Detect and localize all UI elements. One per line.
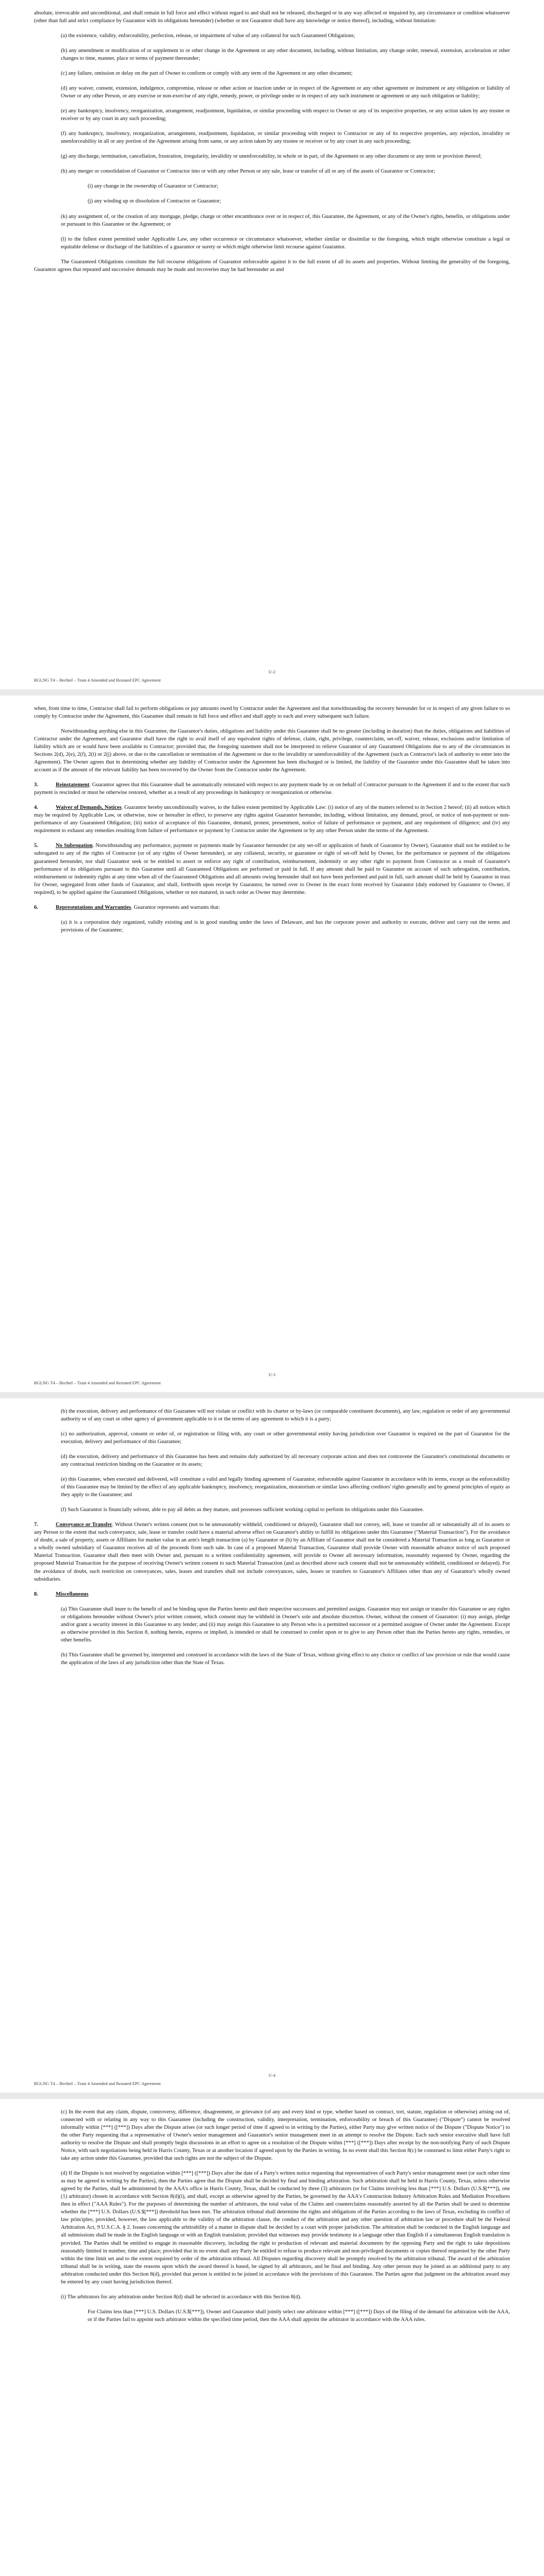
paragraph: [34, 1408, 510, 1423]
section-number: 5.: [34, 843, 38, 849]
section-number: 8.: [34, 1591, 38, 1597]
page-number: U-4: [268, 2072, 276, 2078]
paragraph: [34, 182, 510, 190]
paragraph-text: when, from time to time, Contractor shall fail to perform obligations or pay amounts owed by Contractor under the Agreement and that notwithstanding the recovery hereunder for or in respect of any given failure to so comply by Contractor under the Agreement, this Guarantee shall remain in full force and effect and shall apply to each and every subsequent such failure.: [34, 706, 510, 720]
document-page-3: [0, 1398, 544, 2093]
paragraph: [34, 1605, 510, 1644]
paragraph-text: (b) This Guarantee shall be governed by, interpreted and construed in accordance with the laws of the State of Texas, without giving effect to any choice or conflict of law provision or rule that would cause the application of the laws of any jurisdiction other than the State of Texas.: [61, 1652, 510, 1666]
paragraph-text: Notwithstanding anything else in this Guarantee, the Guarantor's duties, obligations and liability under this Guarantee shall be no greater (including in duration) than the duties, obligations and liabilities of Contractor under the Agreement, and Guarantor shall have the right to avail itself of any equivalent rights of defense, claim, right, privilege, counterclaim, set-off, waiver, release, exclusions and/or limitation of liability which are or would have been available to Contractor; provided that, the foregoing statement shall not be interpreted to relieve Guarantor of any Guaranteed Obligations due to any of the circumstances in Sections 2(d), 2(e), 2(f), 2(i) or 2(j) above, or due to the cancellation or termination of the Agreement or due to the invalidity or unenforceability of the Agreement (such as Contractor's lack of authority to enter into the Agreement). The Owner agrees that in determining whether any liability of Contractor under the Agreement has been discharged or is limited, the liability of the Guarantor under this Guarantee shall be taken into account as if the amount of the relevant liability has been recovered by the Owner from the Contractor under the Agreement.: [34, 728, 510, 773]
paragraph: [34, 1476, 510, 1499]
paragraph: [34, 213, 510, 228]
paragraph-text: (d) If the Dispute is not resolved by negotiation within [***] ([***]) Days after the date of a Party's written notice requesting that representatives of each Party's senior management meet (or such other time as may be agreed in writing by the Parties), then the Parties agree that the Dispute shall be decided by final and binding arbitration. Such arbitration shall be held in Harris County, Texas, unless otherwise agreed by the Parties, shall be administered by the AAA's office in Harris County, Texas, shall be conducted by three (3) arbitrators (or for Claims involving less than [***] U.S. Dollars (U.S.$[***]), one (1) arbitrator) chosen in accordance with Section 8(d)(i), and shall, except as otherwise agreed by the Parties, be governed by the AAA's Construction Industry Arbitration Rules and Mediation Procedures then in effect ("AAA Rules"). For the purposes of determining the number of arbitrators, the total value of the Claims and counterclaims reasonably asserted by all the Parties shall be used to determine whether the [***] U.S. Dollars (U.S.$[***]) threshold has been met. The arbitration tribunal shall determine the rights and obligations of the Parties according to the laws of Texas, excluding its conflict of law principles; provided, however, the law applicable to the validity of the arbitration clause, the conduct of the arbitration and any other question of arbitration law or procedure shall be the Federal Arbitration Act, 9 U.S.C.A. § 2. Issues concerning the arbitrability of a matter in dispute shall be decided by a court with proper jurisdiction. The arbitration shall be conducted in the English language and all submissions shall be made in the English language or with an English translation; provided that witnesses may provide testimony in a language other than English if a simultaneous English translation is provided. The Parties shall be entitled to engage in reasonable discovery, including the right to production of relevant and material documents by the opposing Party and the right to take depositions reasonably limited in number, time and place; provided that in no event shall any Party be entitled to refuse to produce relevant and non-privileged documents or copies thereof requested by the other Party within the time limit set and to the extent required by order of the arbitration tribunal. All Disputes regarding discovery shall be promptly resolved by the arbitration tribunal. The award of the arbitration tribunal shall be in writing, state the reasons upon which the award thereof is based, be signed by all arbitrators, and be final and binding. Any other person may be joined as an additional party to any arbitration conducted under this Section 8(d), provided that person is entitled to be joined in accordance with the provisions of this Guarantee. The Parties agree that judgment on the arbitration award may be entered by any court having jurisdiction thereof.: [61, 2171, 510, 2285]
paragraph-text: Guarantor agrees that this Guarantee shall be automatically reinstated with respect to any payment made by or on behalf of Contractor pursuant to the Agreement if and to the extent that such payment is rescinded or must be otherwise restored, whether as a result of any proceedings in bankruptcy or reorganization or otherwise.: [34, 782, 510, 796]
page-gap: [0, 2093, 544, 2099]
paragraph-text: (g) any discharge, termination, cancellation, frustration, irregularity, invalidity or unenforceability, in whole or in part, of the Agreement or any other document or any term or provision thereof;: [61, 154, 482, 160]
section-paragraph: 3. Reinstatement. Guarantor agrees that this Guarantee shall be automatically reinstated with respect to any payment made by or on behalf of Contractor pursuant to the Agreement if and to the extent that such payment is rescinded or must be otherwise restored, whether as a result of any proceedings in bankruptcy or reorganization or otherwise.: [34, 782, 510, 796]
section-title: Miscellaneous: [56, 1591, 89, 1597]
document-page-1: [0, 0, 544, 689]
paragraph-text: (e) any bankruptcy, insolvency, reorganization, arrangement, readjustment, liquidation, or similar proceeding with respect to Owner or any of its respective properties, or any action taken by any trustee or receiver or by any court in any such proceeding;: [61, 108, 510, 122]
paragraph-text: (c) In the event that any claim, dispute, controversy, difference, disagreement, or grievance (of any and every kind or type, whether based on contract, tort, statute, regulation or otherwise) arising out of, connected with or relating in any way to this Guarantee (including the construction, validity, interpretation, termination, enforceability or breach of this Guarantee) ("Dispute") cannot be resolved informally within [***] ([***]) Days after the Dispute arises (or such longer period of time if agreed to in writing by the Parties), either Party may give written notice of the Dispute ("Dispute Notice") to the other Party requesting that a representative of Owner's senior management and Guarantor's senior management meet in an attempt to resolve the Dispute. Each such senior executive shall have full authority to resolve the Dispute and shall promptly begin discussions in an effort to agree on a resolution of the Dispute within [***] ([***]) Days after receipt by the non-notifying Party of such Dispute Notice, with such negotiations being held in Harris County, Texas or at another location if agreed upon by the Parties in writing. In no event shall this Section 8(c) be construed to limit either Party's right to take any action under this Guarantee, provided that such rights are not the subject of the Dispute.: [61, 2109, 510, 2162]
section-paragraph: 4. Waiver of Demands, Notices. Guarantor hereby unconditionally waives, to the fullest extent permitted by Applicable Law: (i) notice of any of the matters referred to in Section 2 hereof; (ii) all notices which may be required by Applicable Law, or otherwise, now or hereafter in effect, to preserve any rights against Guarantor hereunder, including, without limitation, any demand, proof, or notice of non-payment or non-performance of any Guaranteed Obligation; (iii) notice of acceptance of this Guarantee, demand, protest, presentment, notice of failure of performance or payment, and any requirement of diligence; and (iv) any requirement to exhaust any remedies resulting from failure of performance or payment by Contractor under the Agreement or by any other Person under the terms of the Agreement.: [34, 805, 510, 834]
section-title: Representations and Warranties: [56, 904, 131, 910]
paragraph-text: The Guaranteed Obligations constitute the full recourse obligations of Guarantor enforceable against it to the full extent of all its assets and properties. Without limiting the generality of the foregoing, Guarantor agrees that repeated and successive demands may be made and recoveries may be had hereunder as and: [34, 259, 510, 273]
section-title: Waiver of Demands, Notices: [56, 805, 122, 811]
paragraph-text: (c) no authorization, approval, consent or order of, or registration or filing with, any court or other governmental entity having jurisdiction over Guarantor is required on the part of Guarantor for the execution, delivery and performance of this Guarantee;: [61, 1431, 510, 1445]
document-page-4: [0, 2099, 544, 2576]
paragraph: [34, 705, 510, 720]
paragraph-text: (d) the execution, delivery and performance of this Guarantee has been and remains duly authorized by all necessary corporate action and does not contravene the Guarantor's constitutional documents or any contractual restriction binding on the Guarantor or its assets;: [61, 1454, 510, 1468]
paragraph: [34, 2308, 510, 2324]
paragraph-text: (i) The arbitrators for any arbitration under Section 8(d) shall be selected in accordance with this Section 8(d).: [61, 2294, 302, 2300]
paragraph: [34, 1453, 510, 1468]
section-number: 4.: [34, 805, 38, 811]
paragraph-text: (k) any assignment of, or the creation of any mortgage, pledge, charge or other encumbrance over or in respect of, this Guarantee, the Agreement, or any of the Owner's rights, benefits, or obligations under or pursuant to this Guarantee or the Agreement; or: [61, 213, 510, 227]
paragraph: [34, 9, 510, 25]
paragraph: [34, 84, 510, 100]
paragraph: [34, 47, 510, 62]
paragraph-text: (i) any change in the ownership of Guarantor or Contractor;: [88, 183, 219, 190]
page-number: U-3: [268, 1371, 276, 1377]
section-title: Conveyance or Transfer: [56, 1522, 112, 1528]
section-title: Reinstatement: [56, 782, 90, 788]
section-paragraph: 7. Conveyance or Transfer. Without Owner's written consent (not to be unreasonably withheld, conditioned or delayed), Guarantor shall not convey, sell, lease or transfer all or substantially all of its assets to any Person to the extent that such conveyance, sale, lease or transfer could have a material adverse effect on Guarantor's ability to fulfill its obligations under this Guarantee ("Material Transaction"). For the avoidance of doubt, a sale of property, assets or Affiliates for market value in an arm's length transaction (a) by Guarantor or (b) by an Affiliate of Guarantor shall not be considered a Material Transaction as long as Guarantor or a wholly owned subsidiary of Guarantor receives all of the proceeds from such sale. In case of a proposed Material Transaction, Guarantor shall provide Owner with reasonable advance notice of such proposed Material Transaction. Guarantor shall then meet with Owner and, pursuant to a written confidentiality agreement, will provide to Owner all necessary information, reasonably requested by Owner, regarding the proposed Material Transaction for the purpose of receiving Owner's written consent to such Material Transaction (and as described above such consent shall not be unreasonably withheld, conditioned or delayed). For the avoidance of doubt, such restriction on conveyances, sales, leases and transfers shall not include conveyances, sales, leases or transfers to Guarantor's Affiliates other than any of Guarantor's wholly owned subsidiaries.: [34, 1522, 510, 1582]
paragraph-text: (a) the existence, validity, enforceability, perfection, release, or impairment of value of any collateral for such Guaranteed Obligations;: [61, 33, 355, 39]
paragraph: [34, 130, 510, 145]
paragraph: [34, 1506, 510, 1514]
paragraph-text: (f) Such Guarantor is financially solvent, able to pay all debts as they mature, and possesses sufficient working capital to perform its obligations under this Guarantee.: [61, 1507, 424, 1513]
paragraph-text: (a) This Guarantee shall inure to the benefit of and be binding upon the Parties hereto and their respective successors and permitted assigns. Guarantor may not assign or transfer this Guarantee or any rights or obligations hereunder without Owner's prior written consent, which consent may be withheld in Owner's sole and absolute discretion. Owner, without the consent of Guarantor: (i) may assign, pledge and/or grant a security interest in this Guarantee to any lender; and (ii) may assign this Guarantee to any Person who is a permitted successor or a permitted assignee of Owner under the Agreement. Except as otherwise provided in this Section 8, nothing herein, express or implied, is intended or shall be construed to confer upon or to give to any Person other than the Parties hereto any rights, remedies, or other benefits.: [61, 1606, 510, 1643]
paragraph-text: (b) the execution, delivery and performance of this Guarantee will not violate or conflict with its charter or by-laws (or comparable constituent documents), any law, regulation or order of any governmental authority or of any court or other agency of government applicable to it or the terms of any agreement to which it is a party;: [61, 1409, 510, 1422]
paragraph-text: Without Owner's written consent (not to be unreasonably withheld, conditioned or delayed), Guarantor shall not convey, sell, lease or transfer all or substantially all of its assets to any Person to the extent that such conveyance, sale, lease or transfer could have a material adverse effect on Guarantor's ability to fulfill its obligations under this Guarantee ("Material Transaction"). For the avoidance of doubt, a sale of property, assets or Affiliates for market value in an arm's length transaction (a) by Guarantor or (b) by an Affiliate of Guarantor shall not be considered a Material Transaction as long as Guarantor or a wholly owned subsidiary of Guarantor receives all of the proceeds from such sale. In case of a proposed Material Transaction, Guarantor shall provide Owner with reasonable advance notice of such proposed Material Transaction. Guarantor shall then meet with Owner and, pursuant to a written confidentiality agreement, will provide to Owner all necessary information, reasonably requested by Owner, regarding the proposed Material Transaction for the purpose of receiving Owner's written consent to such Material Transaction (and as described above such consent shall not be unreasonably withheld, conditioned or delayed). For the avoidance of doubt, such restriction on conveyances, sales, leases and transfers shall not include conveyances, sales, leases or transfers to Guarantor's Affiliates other than any of Guarantor's wholly owned subsidiaries.: [34, 1522, 510, 1582]
paragraph-text: (d) any waiver, consent, extension, indulgence, compromise, release or other action or inaction under or in respect of the Agreement or any other agreement or instrument or any obligation or liability of Owner or any other Person, or any exercise or non-exercise of any right, remedy, power, or privilege under or in respect of any such instrument or agreement or any such obligation or liability;: [61, 86, 510, 99]
paragraph-text: (a) it is a corporation duly organized, validly existing and is in good standing under the laws of Delaware, and has the corporate power and authority to execute, deliver and carry out the terms and provisions of the Guarantee;: [61, 919, 510, 933]
section-title: No Subrogation: [56, 843, 93, 849]
paragraph: [34, 152, 510, 160]
paragraph: [34, 919, 510, 934]
paragraph-text: absolute, irrevocable and unconditional, and shall remain in full force and effect without regard to and shall not be released, discharged or in any way affected or impaired by, any circumstance or condition whatsoever (other than full and strict compliance by Guarantor with its obligations hereunder) (whether or not Guarantor shall have any knowledge or notice thereof), including, without limitation:: [34, 10, 510, 24]
paragraph-text: (c) any failure, omission or delay on the part of Owner to conform or comply with any term of the Agreement or any other document;: [61, 71, 353, 77]
section-paragraph: [34, 1590, 510, 1598]
document-page-2: [0, 696, 544, 1392]
paragraph-text: (j) any winding up or dissolution of Contractor or Guarantor;: [88, 198, 221, 205]
paragraph: [34, 2170, 510, 2285]
section-paragraph: 5. No Subrogation. Notwithstanding any performance, payment or payments made by Guarantor hereunder (or any set-off or application of funds of Guarantor by Owner), Guarantor shall not be entitled to be subrogated to any of the rights of Contractor (or of any rights of Owner hereunder), or any collateral, security, or guarantee or right of set-off held by Owner, for the performance or payment of the obligations guaranteed hereunder, nor shall Guarantor seek or be entitled to assert or enforce any right of contribution, reimbursement, indemnity or any other right to payment from Contractor as a result of Guarantor's performance of its obligations pursuant to this Guarantee until all Guaranteed Obligations are performed or paid in full. If any amount shall be paid to Guarantor on account of such subrogation, contribution, reimbursement or indemnity rights at any time when all of the Guaranteed Obligations and all amounts owing hereunder shall not have been performed and paid in full, such amount shall be held by Guarantor in trust for Owner, segregated from other funds of Guarantor, and shall, forthwith upon receipt by Guarantor, be turned over to Owner in the exact form received by Guarantor (duly endorsed by Guarantor to Owner, if required), to be applied against the Guaranteed Obligations, whether or not matured, in such order as Owner may determine.: [34, 843, 510, 895]
paragraph-text: Guarantor hereby unconditionally waives, to the fullest extent permitted by Applicable Law: (i) notice of any of the matters referred to in Section 2 hereof; (ii) all notices which may be required by Applicable Law, or otherwise, now or hereafter in effect, to preserve any rights against Guarantor hereunder, including, without limitation, any demand, proof, or notice of non-payment or non-performance of any Guaranteed Obligation; (iii) notice of acceptance of this Guarantee, demand, protest, presentment, notice of failure of performance or payment, and any requirement of diligence; and (iv) any requirement to exhaust any remedies resulting from failure of performance or payment by Contractor under the Agreement or by any other Person under the terms of the Agreement.: [34, 805, 510, 834]
paragraph: [34, 1430, 510, 1446]
paragraph: [34, 2293, 510, 2301]
paragraph: [34, 727, 510, 774]
paragraph-text: Notwithstanding any performance, payment or payments made by Guarantor hereunder (or any set-off or application of funds of Guarantor by Owner), Guarantor shall not be entitled to be subrogated to any of the rights of Contractor (or of any rights of Owner hereunder), or any collateral, security, or guarantee or right of set-off held by Owner, for the performance or payment of the obligations guaranteed hereunder, nor shall Guarantor seek or be entitled to assert or enforce any right of contribution, reimbursement, indemnity or any other right to payment from Contractor as a result of Guarantor's performance of its obligations pursuant to this Guarantee until all Guaranteed Obligations are performed or paid in full. If any amount shall be paid to Guarantor on account of such subrogation, contribution, reimbursement or indemnity rights at any time when all of the Guaranteed Obligations and all amounts owing hereunder shall not have been performed and paid in full, such amount shall be held by Guarantor in trust for Owner, segregated from other funds of Guarantor, and shall, forthwith upon receipt by Guarantor, be turned over to Owner in the exact form received by Guarantor (duly endorsed by Guarantor to Owner, if required), to be applied against the Guaranteed Obligations, whether or not matured, in such order as Owner may determine.: [34, 843, 510, 895]
page-footer: [34, 1371, 510, 1386]
footer-text: RGLNG T4 – Bechtel – Train 4 Amended and Restated EPC Agreement: [34, 2080, 161, 2086]
footer-text: RGLNG T4 – Bechtel – Train 4 Amended and Restated EPC Agreement: [34, 1380, 161, 1385]
page-gap: [0, 1392, 544, 1398]
paragraph: [34, 2108, 510, 2162]
paragraph-text: (e) this Guarantee, when executed and delivered, will constitute a valid and legally binding agreement of Guarantor, enforceable against Guarantor in accordance with its terms, except as the enforceability of this Guarantee may be limited by the effect of any applicable bankruptcy, insolvency, reorganization, moratorium or similar laws affecting creditors' rights generally and by general principles of equity as they apply to the Guarantee; and: [61, 1477, 510, 1498]
section-number: 6.: [34, 904, 38, 910]
paragraph-text: (h) any merger or consolidation of Guarantor or Contractor into or with any other Person or any sale, lease or transfer of all or any of the assets of Guarantor or Contractor;: [61, 168, 435, 175]
footer-text: RGLNG T4 – Bechtel – Train 4 Amended and Restated EPC Agreement: [34, 677, 161, 683]
paragraph-text: (f) any bankruptcy, insolvency, reorganization, arrangement, readjustment, liquidation, or similar proceeding with respect to Contractor or any of its respective properties, any rejection, invalidity or unenforceability in all or any portion of the Agreement arising from same, or any action taken by any trustee or receiver or by any court in any such proceeding;: [61, 131, 510, 145]
paragraph: [34, 258, 510, 274]
section-number: 3.: [34, 782, 38, 788]
page-footer: [34, 669, 510, 683]
paragraph: [34, 235, 510, 251]
page-number: U-2: [268, 669, 276, 674]
page-footer: [34, 2072, 510, 2087]
paragraph: [34, 70, 510, 77]
paragraph-text: Guarantor represents and warrants that:: [134, 904, 220, 910]
paragraph-text: For Claims less than [***] U.S. Dollars (U.S.$[***]), Owner and Guarantor shall jointly select one arbitrator within [***] ([***]) Days of the filing of the demand for arbitration with the AAA, or if the Parties fail to appoint such arbitrator within the specified time period, then the AAA shall appoint the arbitrator in accordance with the AAA rules.: [88, 2309, 510, 2323]
paragraph: [34, 167, 510, 175]
paragraph: [34, 107, 510, 123]
paragraph: [34, 32, 510, 40]
paragraph: [34, 1651, 510, 1667]
section-number: 7.: [34, 1522, 38, 1528]
paragraph: [34, 197, 510, 205]
page-gap: [0, 689, 544, 696]
section-paragraph: 6. Representations and Warranties. Guarantor represents and warrants that:: [34, 904, 510, 911]
paragraph-text: (b) any amendment or modification of or supplement to or other change in the Agreement or any other document, including, without limitation, any change order, renewal, extension, acceleration or other changes to time, manner, place or terms of payment thereunder;: [61, 48, 510, 62]
paragraph-text: (l) to the fullest extent permitted under Applicable Law, any other occurrence or circumstance whatsoever, whether similar or dissimilar to the foregoing, which might otherwise constitute a legal or equitable defense or discharge of the liabilities of a guarantor or surety or which might otherwise limit recourse against Guarantor.: [61, 236, 510, 250]
